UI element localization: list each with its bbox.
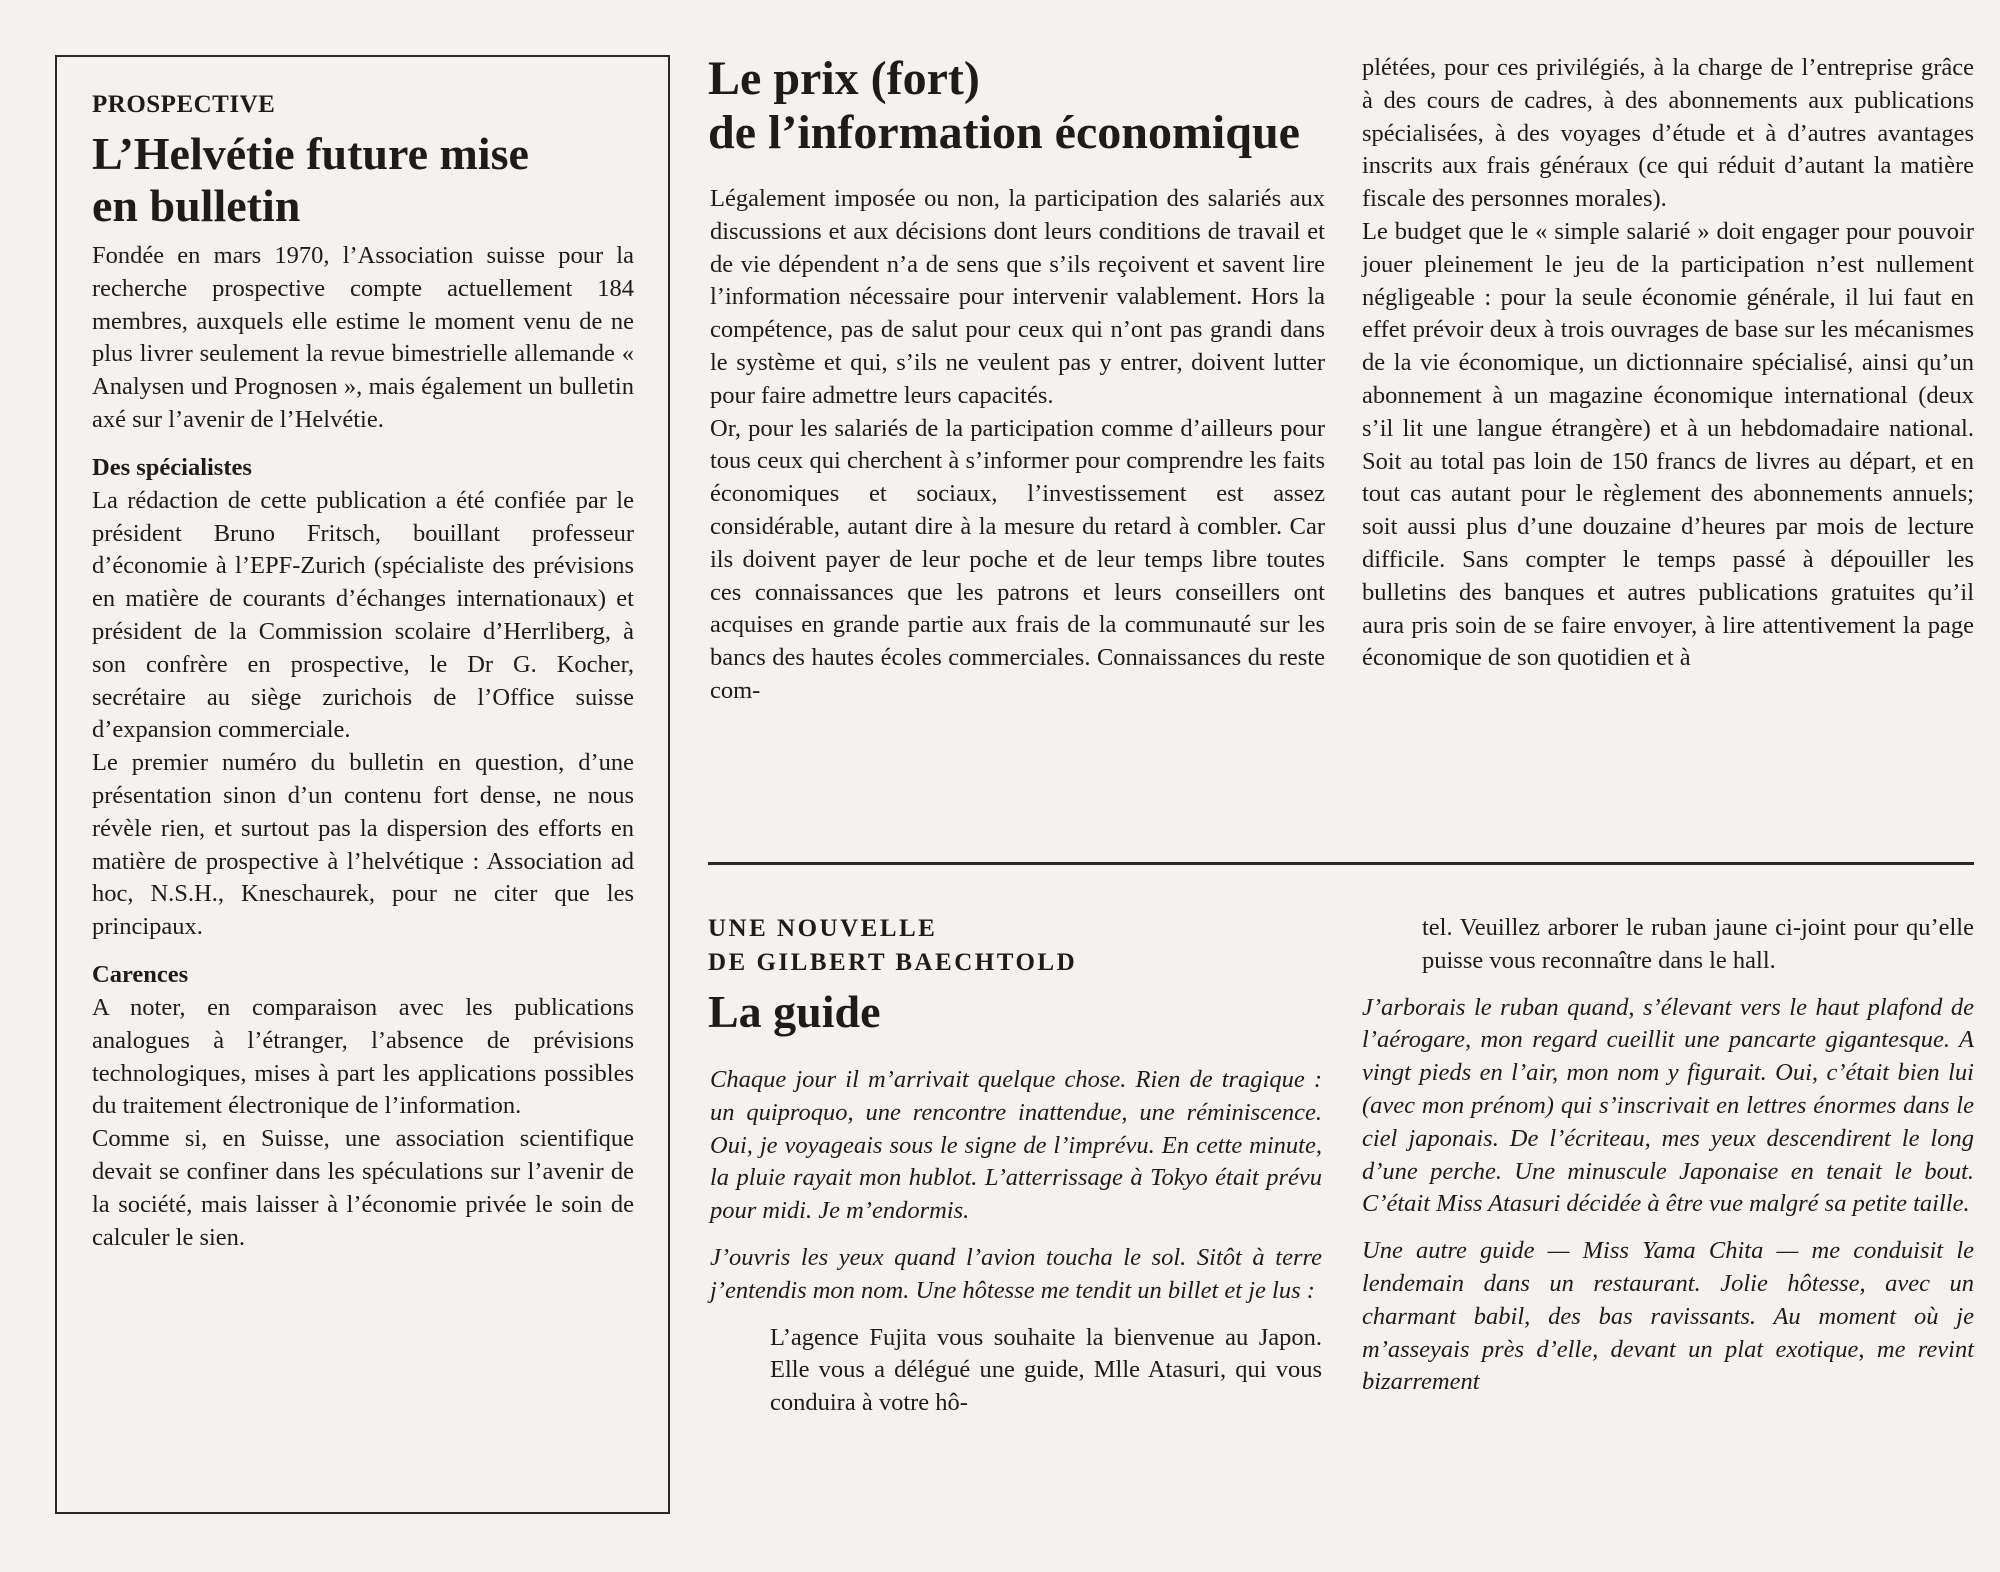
article-body xyxy=(92,240,634,1254)
prix-article-column-2 xyxy=(1362,52,1974,675)
paragraph: Légalement imposée ou non, la participation des salariés aux discussions et aux décisions dont leurs conditions de travail et de vie dépendent n’a de sens que s’ils reçoivent et savent lire l’information nécessaire pour intervenir valablement. Hors la compétence, pas de salut pour ceux qui n’ont pas grandi dans le système et qui, s’ils ne veulent pas y entrer, doivent lutter pour faire admettre leurs capacités. xyxy=(710,185,1325,409)
headline-line: Le prix (fort) xyxy=(708,52,980,105)
section-subhead: Carences xyxy=(92,960,189,988)
paragraph: A noter, en comparaison avec les publications analogues à l’étranger, l’absence de prévisions technologiques, mises à part les applications possibles du traitement électronique de l’information. xyxy=(92,993,634,1120)
section-divider xyxy=(708,862,1974,865)
paragraph: Le premier numéro du bulletin en question, d’une présentation sinon d’un contenu fort dense, ne nous révèle rien, et surtout pas la dispersion des efforts en matière de prospective à l’helvétique : Association ad hoc, N.S.H., Kneschaurek, pour ne citer que les principaux. xyxy=(92,749,634,941)
paragraph: Chaque jour il m’arrivait quelque chose. Rien de tragique : un quiproquo, une rencontre inattendue, une réminiscence. Oui, je voyageais sous le signe de l’imprévu. En cette minute, la pluie rayait mon hublot. L’atterrissage à Tokyo était prévu pour midi. Je m’endormis. xyxy=(710,1066,1322,1225)
letter-text: tel. Veuillez arborer le ruban jaune ci-joint pour qu’elle puisse vous reconnaître dans le hall. xyxy=(1422,914,1974,974)
guide-article-column-1 xyxy=(710,1064,1322,1420)
paragraph: J’arborais le ruban quand, s’élevant vers le haut plafond de l’aérogare, mon regard cueillit une pancarte gigantesque. A vingt pieds en l’air, mon nom y figurait. Oui, c’était bien lui (avec mon prénom) qui s’inscrivait en lettres énormes dans le ciel japonais. De l’écriteau, mes yeux descendirent le long d’une perche. Une minuscule Japonaise en tenait le bout. C’était Miss Atasuri décidée à être vue malgré sa petite taille. xyxy=(1362,993,1974,1218)
guide-article-header xyxy=(708,912,1308,1038)
article-headline xyxy=(92,128,634,232)
paragraph: plétées, pour ces privilégiés, à la charge de l’entreprise grâce à des cours de cadres, à des abonnements aux publications spécialisées, à des voyages d’étude et à d’autres avantages inscrits aux frais généraux (ce qui réduit d’autant la matière fiscale des personnes morales). xyxy=(1362,54,1974,213)
paragraph: Fondée en mars 1970, l’Association suisse pour la recherche prospective compte actuellement 184 membres, auxquels elle estime le moment venu de ne plus livrer seulement la revue bimestrielle allemande « Analysen und Prognosen », mais également un bulletin axé sur l’avenir de l’Helvétie. xyxy=(92,242,634,433)
article-kicker: PROSPECTIVE xyxy=(92,91,276,118)
paragraph: Le budget que le « simple salarié » doit engager pour pouvoir jouer pleinement le jeu de la participation n’est nullement négligeable : pour la seule économie générale, il lui faut en effet prévoir deux à trois ouvrages de base sur les mécanismes de la vie économique, un dictionnaire spécialisé, ainsi qu’un abonnement à un magazine économique international (deux s’il lit une langue étrangère) et à un hebdomadaire national. Soit au total pas loin de 150 francs de livres au départ, et en tout cas autant pour le règlement des abonnements annuels; soit aussi plus d’une douzaine d’heures par mois de lecture difficile. Sans compter le temps passé à dépouiller les bulletins des banques et autres publications gratuites qu’il aura pris soin de se faire envoyer, à lire attentivement la page économique de son quotidien et à xyxy=(1362,217,1974,672)
prix-article-header xyxy=(708,52,1338,160)
prix-article-column-1 xyxy=(710,183,1325,708)
headline-line: L’Helvétie future mise xyxy=(92,128,529,179)
guide-article-column-2 xyxy=(1362,912,1974,1399)
headline-line: en bulletin xyxy=(92,180,301,231)
paragraph: J’ouvris les yeux quand l’avion toucha le sol. Sitôt à terre j’entendis mon nom. Une hôtesse me tendit un billet et je lus : xyxy=(710,1243,1322,1304)
letter-text: L’agence Fujita vous souhaite la bienvenue au Japon. Elle vous a délégué une guide, Mlle Atasuri, qui vous conduira à votre hô- xyxy=(770,1323,1322,1417)
paragraph: La rédaction de cette publication a été confiée par le président Bruno Fritsch, bouillant professeur d’économie à l’EPF-Zurich (spécialiste des prévisions en matière de courants d’échanges internationaux) et président de la Commission scolaire d’Herrliberg, à son confrère en prospective, le Dr G. Kocher, secrétaire au siège zurichois de l’Office suisse d’expansion commerciale. xyxy=(92,486,634,744)
kicker-line: DE GILBERT BAECHTOLD xyxy=(708,949,1078,976)
article-kicker xyxy=(708,912,1308,980)
article-headline: La guide xyxy=(708,986,881,1037)
article-headline xyxy=(708,52,1338,160)
section-subhead: Des spécialistes xyxy=(92,453,252,481)
prospective-article xyxy=(92,88,634,1254)
paragraph: Comme si, en Suisse, une association scientifique devait se confiner dans les spéculations sur l’avenir de la société, mais laisser à l’économie privée le soin de calculer le sien. xyxy=(92,1125,634,1251)
headline-line: de l’information économique xyxy=(708,106,1300,159)
paragraph: Une autre guide — Miss Yama Chita — me conduisit le lendemain dans un restaurant. Jolie hôtesse, avec un charmant babil, des bas ravissants. Au moment où je m’asseyais près d’elle, devant un plat exotique, me revint bizarrement xyxy=(1362,1237,1974,1396)
kicker-line: UNE NOUVELLE xyxy=(708,915,938,942)
paragraph: Or, pour les salariés de la participation comme d’ailleurs pour tous ceux qui cherchent à s’informer pour comprendre les faits économiques et sociaux, l’investissement est assez considérable, autant dire à la mesure du retard à combler. Car ils doivent payer de leur poche et de leur temps libre toutes ces connaissances que les patrons et leurs conseillers ont acquises en grande partie aux frais de la communauté sur les bancs des hautes écoles commerciales. Connaissances du reste com- xyxy=(710,414,1325,704)
